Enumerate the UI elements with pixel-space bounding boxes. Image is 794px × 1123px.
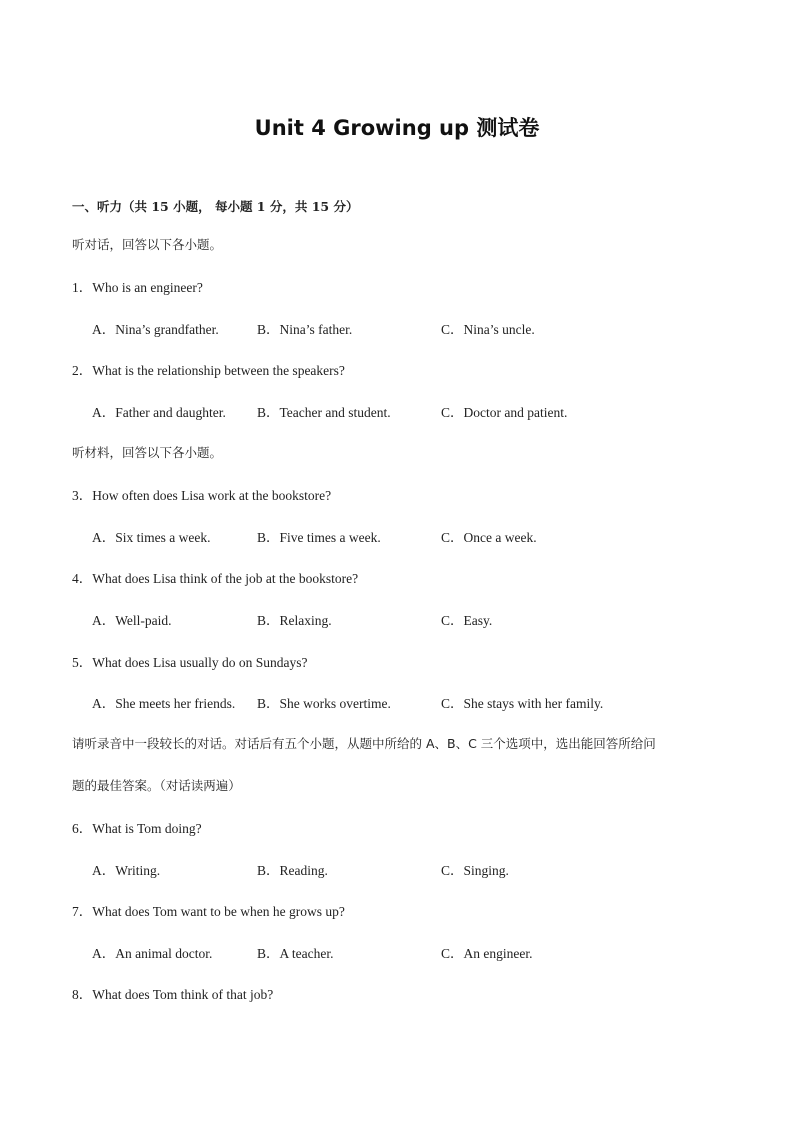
- question-4: 4．What does Lisa think of the job at the bookstore?: [72, 571, 359, 586]
- q7-option-b: B．A teacher.: [257, 946, 334, 961]
- q4-option-a: A．Well-paid.: [92, 613, 172, 628]
- instruction-1: 听对话，回答以下各小题。: [72, 237, 223, 252]
- instruction-3-line-2: 题的最佳答案。（对话读两遍）: [72, 778, 241, 793]
- q4-option-c: C．Easy.: [441, 613, 493, 628]
- q7-option-a: A．An animal doctor.: [92, 946, 213, 961]
- page-title: Unit 4 Growing up 测试卷: [254, 116, 540, 140]
- section-heading: 一、听力（共 15 小题， 每小题 1 分，共 15 分）: [72, 199, 359, 214]
- q2-option-c: C．Doctor and patient.: [441, 405, 568, 420]
- question-7: 7．What does Tom want to be when he grows up?: [72, 904, 345, 919]
- question-1: 1．Who is an engineer?: [72, 280, 203, 295]
- q3-option-c: C．Once a week.: [441, 530, 537, 545]
- question-3: 3．How often does Lisa work at the bookstore?: [72, 488, 332, 503]
- q2-option-a: A．Father and daughter.: [92, 405, 226, 420]
- q4-option-b: B．Relaxing.: [257, 613, 332, 628]
- instruction-3-line-1: 请听录音中一段较长的对话。对话后有五个小题，从题中所给的 A、B、C 三个选项中，选出能回答所给问: [72, 736, 656, 751]
- q5-option-c: C．She stays with her family.: [441, 696, 604, 711]
- question-2: 2．What is the relationship between the speakers?: [72, 363, 345, 378]
- q3-option-b: B．Five times a week.: [257, 530, 381, 545]
- q1-option-c: C．Nina’s uncle.: [441, 322, 535, 337]
- q1-option-a: A．Nina’s grandfather.: [92, 322, 219, 337]
- question-8: 8．What does Tom think of that job?: [72, 987, 274, 1002]
- q6-option-b: B．Reading.: [257, 863, 328, 878]
- q3-option-a: A．Six times a week.: [92, 530, 211, 545]
- q7-option-c: C．An engineer.: [441, 946, 533, 961]
- instruction-2: 听材料，回答以下各小题。: [72, 445, 223, 460]
- q6-option-c: C．Singing.: [441, 863, 509, 878]
- q5-option-a: A．She meets her friends.: [92, 696, 236, 711]
- q2-option-b: B．Teacher and student.: [257, 405, 391, 420]
- q1-option-b: B．Nina’s father.: [257, 322, 353, 337]
- q5-option-b: B．She works overtime.: [257, 696, 391, 711]
- question-5: 5．What does Lisa usually do on Sundays?: [72, 655, 308, 670]
- question-6: 6．What is Tom doing?: [72, 821, 202, 836]
- q6-option-a: A．Writing.: [92, 863, 161, 878]
